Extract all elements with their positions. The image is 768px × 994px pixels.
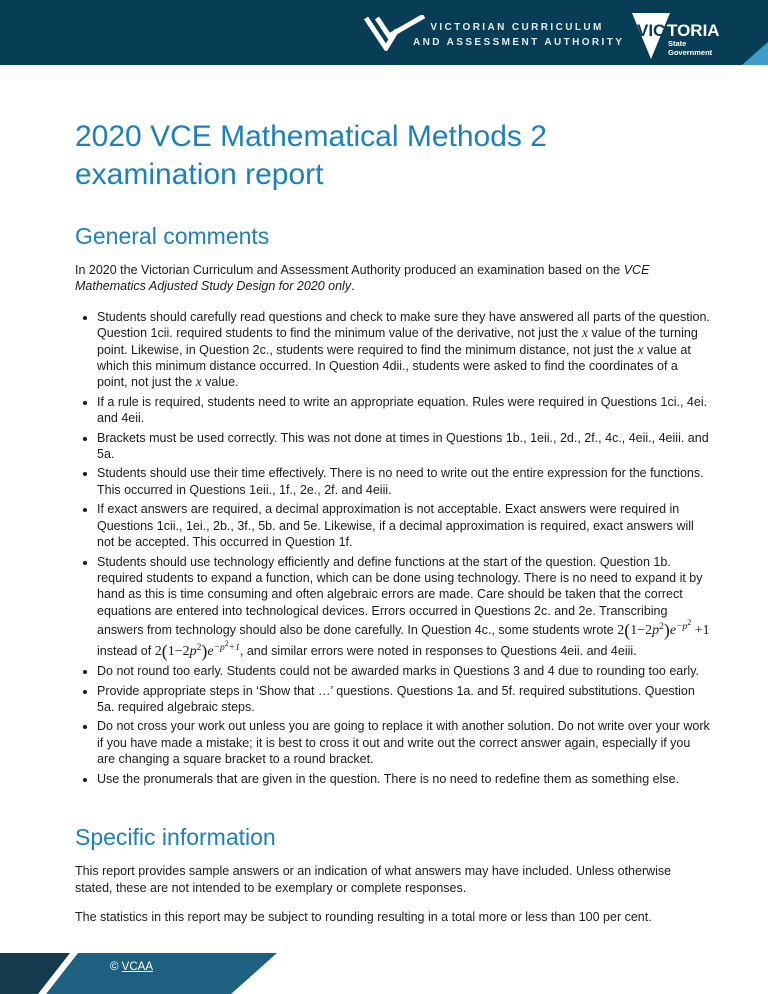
text-segment: 1−2 <box>630 623 653 639</box>
specific-information-heading: Specific information <box>75 824 276 851</box>
text-segment: +1 <box>228 642 240 653</box>
text-segment: 2 <box>687 618 692 628</box>
bullet-item <box>97 771 711 787</box>
bullet-item <box>97 430 711 463</box>
text-segment: x <box>195 374 202 390</box>
text-segment: 1−2 <box>167 643 190 659</box>
text-segment: ) <box>663 620 670 641</box>
page-title-line2: examination report <box>75 158 324 191</box>
text-segment: Provide appropriate steps in ‘Show that …’ questions. Questions 1a. and 5f. required substitutions. Question 5a. required algebraic steps. <box>97 683 695 715</box>
victoria-state-government-logo <box>630 7 730 66</box>
header-banner <box>0 0 768 65</box>
text-segment: x <box>637 341 644 357</box>
text-segment: x <box>581 325 588 341</box>
vcaa-wordmark <box>413 21 625 50</box>
footer-copyright <box>110 961 153 973</box>
text-segment: If a rule is required, students need to write an appropriate equation. Rules were required in Questions 1ci., 4ei. and 4eii. <box>97 394 708 426</box>
bullet-item <box>97 309 711 391</box>
specific-paragraph-1: This report provides sample answers or an indication of what answers may have included. Unless otherwise stated, these are not intended to be exemplary or complete responses. <box>75 864 672 895</box>
text-segment: . <box>351 279 355 294</box>
text-segment: −p <box>676 622 688 633</box>
bullet-item <box>97 554 711 661</box>
text-segment: value of the turning point. Likewise, in Question 2c., students were required to find the minimum distance, not just the <box>97 326 698 357</box>
text-segment: Do not cross your work out unless you are going to replace it with another solution. Do not write over your work if you have made a mistake; it is best to cross it out and write out the correct answer again, especially if you are changing a square bracket to a round bracket. <box>97 719 710 767</box>
text-segment: 2 <box>617 623 625 639</box>
bullet-item <box>97 683 711 716</box>
header-corner-triangle <box>742 42 768 65</box>
vcaa-link[interactable]: VCAA <box>121 961 153 973</box>
text-segment: e <box>207 643 214 659</box>
text-segment: p <box>652 623 660 639</box>
text-segment: −p <box>213 642 225 653</box>
text-segment: e <box>669 623 677 639</box>
text-segment: 2 <box>196 642 202 653</box>
text-segment: value at which this minimum distance occurred. In Question 4dii., students were asked to find the coordinates of a point, not just the <box>97 342 691 390</box>
text-segment: +1 <box>691 623 710 639</box>
text-segment: Use the pronumerals that are given in the question. There is no need to redefine them as something else. <box>97 771 680 786</box>
page-content <box>0 118 768 925</box>
vcaa-wordmark-line2: AND ASSESSMENT AUTHORITY <box>413 36 625 48</box>
victoria-logo-toria-text: TORIA <box>667 21 720 40</box>
text-segment: Students should use their time effectively. There is no need to write out the entire expression for the functions. This occurred in Questions 1eii., 1f., 2e., 2f. and 4eiii. <box>97 466 704 497</box>
text-segment: VCE Mathematics Adjusted Study Design for 2020 only <box>75 263 650 294</box>
page-title-line1: 2020 VCE Mathematical Methods 2 <box>75 120 547 153</box>
text-segment: 2 <box>154 643 162 659</box>
text-segment: 2 <box>659 622 664 633</box>
text-segment: ) <box>201 640 208 661</box>
text-segment: value. <box>201 375 239 390</box>
page-title <box>75 118 711 194</box>
copyright-symbol: © <box>110 961 122 973</box>
text-segment: 2 <box>224 638 229 648</box>
bullet-item <box>97 663 711 679</box>
bullet-item <box>97 718 711 767</box>
general-bullet-list <box>75 309 711 787</box>
text-segment: instead of <box>97 643 155 658</box>
text-segment: In 2020 the Victorian Curriculum and Assessment Authority produced an examination based on the <box>75 263 624 277</box>
victoria-logo-vic-text: VIC <box>637 21 666 40</box>
bullet-item <box>97 501 711 550</box>
bullet-item <box>97 465 711 498</box>
text-segment: Do not round too early. Students could not be awarded marks in Questions 3 and 4 due to rounding too early. <box>97 664 699 679</box>
text-segment: If exact answers are required, a decimal approximation is not acceptable. Exact answers were required in Questions 1cii., 1ei., 2b., 3f., 5b. and 5e. Likewise, if a decimal approximation is required, exact answers will not be accepted. This occurred in Question 1f. <box>97 502 694 550</box>
text-segment: ( <box>161 640 168 661</box>
general-comments-heading: General comments <box>75 223 270 249</box>
text-segment: Students should use technology efficiently and define functions at the start of the question. Question 1b. required students to expand a function, which can be done using technology. There is no need to expand it by hand as this is time consuming and often algebraic errors are made. Care should be taken that the correct equations are entered into technological devices. Errors occurred in Questions 2c. and 2e. Transcribing answers from technology should also be done carefully. In Question 4c., some students wrote <box>97 554 703 638</box>
victoria-logo-state-text: State <box>668 39 687 48</box>
victoria-logo-government-text: Government <box>668 48 713 57</box>
text-segment: , and similar errors were noted in responses to Questions 4eii. and 4eiii. <box>239 643 637 658</box>
specific-paragraph-2: The statistics in this report may be subject to rounding resulting in a total more or less than 100 per cent. <box>75 909 652 924</box>
bullet-item <box>97 394 711 427</box>
text-segment: Brackets must be used correctly. This was not done at times in Questions 1b., 1eii., 2d., 2f., 4c., 4eii., 4eiii. and 5a. <box>97 430 709 462</box>
text-segment: ( <box>624 620 631 641</box>
vcaa-wordmark-line1: VICTORIAN CURRICULUM <box>430 22 604 33</box>
text-segment: Students should carefully read questions and check to make sure they have answered all parts of the question. Question 1cii. required students to find the minimum value of the derivative, not just the <box>97 309 710 341</box>
text-segment: p <box>189 643 197 659</box>
page-footer <box>0 953 768 994</box>
general-intro-paragraph <box>75 262 711 295</box>
